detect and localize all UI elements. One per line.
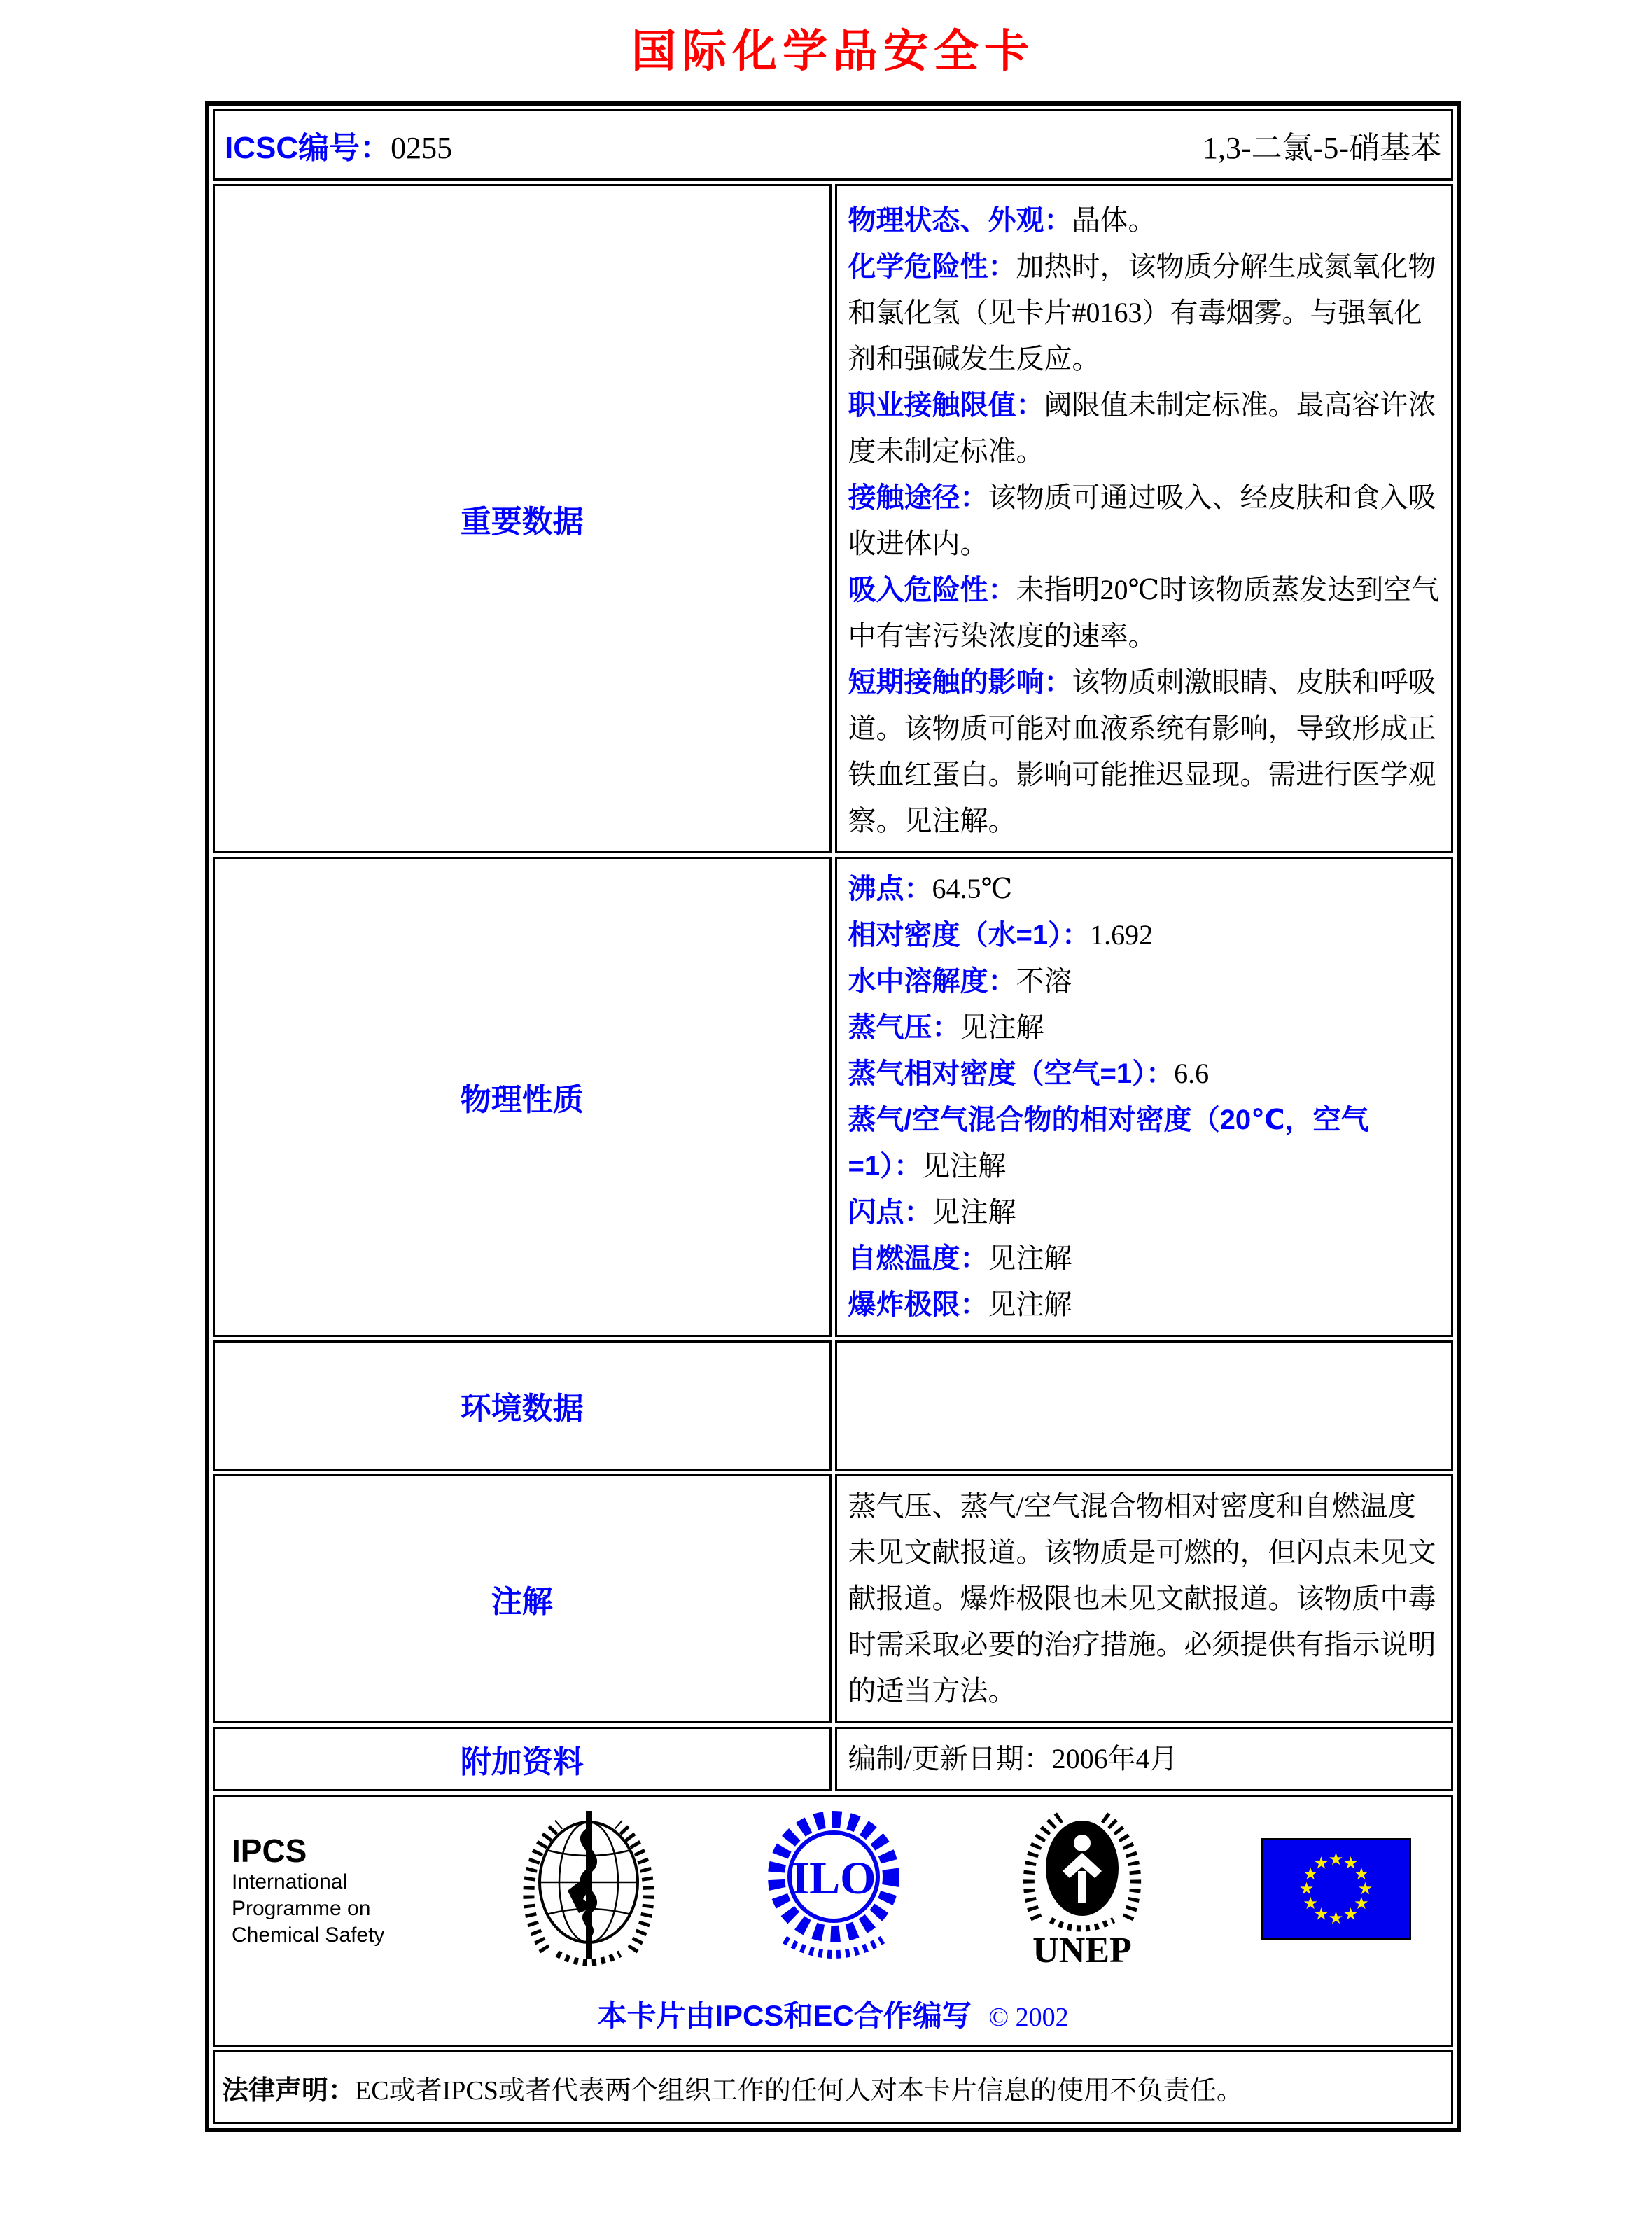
field-vapor-pressure [848, 1004, 1441, 1051]
header-row [213, 109, 1453, 181]
section-label-physical: 物理性质 [213, 857, 832, 1337]
section-row-environment [213, 1340, 1453, 1471]
section-row-important [213, 184, 1453, 853]
field-label: 自燃温度： [848, 1243, 988, 1274]
field-value: 64.5℃ [932, 873, 1013, 904]
eu-star: ★ [1354, 1895, 1369, 1913]
header-flex [225, 122, 1441, 167]
icsc-number-group [225, 122, 452, 167]
field-label: 化学危险性： [848, 251, 1016, 282]
eu-star: ★ [1343, 1854, 1359, 1873]
field-occupational-limit [848, 382, 1441, 475]
field-value: 1.692 [1090, 919, 1154, 951]
field-value: 见注解 [960, 1011, 1044, 1043]
eu-star: ★ [1354, 1865, 1369, 1884]
field-label: 闪点： [848, 1197, 932, 1228]
field-value: 见注解 [932, 1196, 1016, 1228]
legal-row [213, 2050, 1453, 2124]
field-vapor-density [848, 1051, 1441, 1097]
section-label-important: 重要数据 [213, 184, 832, 853]
eu-star: ★ [1343, 1905, 1359, 1924]
legal-label: 法律声明： [222, 2075, 356, 2106]
legal-cell [213, 2050, 1453, 2124]
field-value: 该物质刺激眼睛、皮肤和呼吸道。该物质可能对血液系统有影响，导致形成正铁血红蛋白。影响可能推迟显现。需进行医学观察。见注解。 [848, 666, 1436, 836]
field-value: 阈限值未制定标准。最高容许浓度未制定标准。 [848, 389, 1436, 467]
ipcs-line-3: Chemical Safety [232, 1924, 385, 1947]
field-label: 爆炸极限： [848, 1289, 988, 1320]
eu-star: ★ [1303, 1895, 1318, 1913]
eu-star: ★ [1357, 1880, 1373, 1898]
ipcs-text-block [232, 1833, 449, 1949]
field-label: 沸点： [848, 874, 932, 904]
section-label-notes: 注解 [213, 1474, 832, 1723]
header-cell [213, 109, 1453, 181]
field-label: 相对密度（水=1）： [848, 920, 1091, 951]
field-value: 晶体。 [1072, 204, 1156, 236]
page-title: 国际化学品安全卡 [631, 26, 1035, 76]
logos-cell [213, 1795, 1453, 2047]
unep-logo-icon [1009, 1807, 1156, 1975]
section-label-environment: 环境数据 [213, 1340, 832, 1471]
field-label: 吸入危险性： [848, 575, 1016, 605]
icsc-number-label: ICSC编号： [225, 131, 391, 165]
field-value: 未指明20℃时该物质蒸发达到空气中有害污染浓度的速率。 [848, 574, 1440, 652]
cooperation-caption [232, 1993, 1434, 2035]
field-autoignition-temp [848, 1235, 1441, 1282]
eu-star: ★ [1313, 1905, 1329, 1924]
legal-text: EC或者IPCS或者代表两个组织工作的任何人对本卡片信息的使用不负责任。 [355, 2075, 1243, 2106]
cooperation-caption-text: 本卡片由IPCS和EC合作编写 [597, 1999, 972, 2032]
section-row-physical [213, 857, 1453, 1337]
unep-letters: UNEP [1032, 1931, 1132, 1970]
eu-star: ★ [1303, 1865, 1318, 1884]
field-exposure-routes [848, 475, 1441, 567]
field-label: 接触途径： [848, 482, 988, 513]
field-label: 蒸气压： [848, 1012, 960, 1043]
field-label: 蒸气/空气混合物的相对密度（20℃，空气=1）： [848, 1105, 1369, 1182]
field-value: 加热时，该物质分解生成氮氧化物和氯化氢（见卡片#0163）有毒烟雾。与强氧化剂和强碱发生反应。 [848, 251, 1436, 374]
section-content-additional: 编制/更新日期：2006年4月 [835, 1727, 1454, 1791]
ipcs-acronym: IPCS [232, 1833, 307, 1869]
section-label-additional: 附加资料 [213, 1727, 832, 1791]
field-label: 物理状态、外观： [848, 205, 1072, 236]
eu-star: ★ [1313, 1854, 1329, 1873]
field-value: 见注解 [988, 1289, 1072, 1320]
section-row-additional [213, 1727, 1453, 1791]
field-value: 6.6 [1174, 1058, 1210, 1089]
ipcs-line-1: International [232, 1870, 348, 1893]
field-physical-state [848, 197, 1441, 244]
field-value: 见注解 [988, 1242, 1072, 1274]
section-row-notes [213, 1474, 1453, 1723]
field-flash-point [848, 1189, 1441, 1235]
eu-star: ★ [1298, 1880, 1315, 1898]
field-water-solubility [848, 958, 1441, 1004]
logo-strip [232, 1807, 1434, 1975]
section-content-environment [835, 1340, 1454, 1471]
field-label: 水中溶解度： [848, 966, 1016, 997]
logos-row [213, 1795, 1453, 2047]
field-short-term-effects [848, 659, 1441, 844]
field-label: 蒸气相对密度（空气=1）： [848, 1058, 1175, 1089]
field-value: 不溶 [1016, 965, 1072, 997]
field-boiling-point [848, 866, 1441, 912]
icsc-table [205, 101, 1461, 2132]
section-content-important [835, 184, 1454, 853]
field-value: 该物质可通过吸入、经皮肤和食入吸收进体内。 [848, 482, 1436, 559]
copyright-text: © 2002 [988, 2003, 1069, 2032]
eu-flag-icon [1261, 1838, 1411, 1943]
field-label: 短期接触的影响： [848, 667, 1072, 698]
eu-star: ★ [1328, 1851, 1344, 1869]
ipcs-line-2: Programme on [232, 1897, 371, 1920]
ilo-logo-icon [764, 1807, 904, 1975]
field-explosive-limits [848, 1282, 1441, 1328]
field-vapor-air-density [848, 1097, 1441, 1189]
icsc-number-value: 0255 [391, 131, 453, 165]
field-inhalation-risk [848, 567, 1441, 659]
eu-star: ★ [1328, 1910, 1344, 1928]
section-content-physical [835, 857, 1454, 1337]
field-relative-density [848, 912, 1441, 958]
ilo-letters: ILO [791, 1853, 876, 1904]
chemical-name: 1,3-二氯-5-硝基苯 [1203, 131, 1441, 165]
field-label: 职业接触限值： [848, 390, 1044, 421]
field-chemical-danger [848, 244, 1441, 382]
section-content-notes: 蒸气压、蒸气/空气混合物相对密度和自燃温度未见文献报道。该物质是可燃的，但闪点未见文献报道。爆炸极限也未见文献报道。该物质中毒时需采取必要的治疗措施。必须提供有指示说明的适当方法。 [835, 1474, 1454, 1723]
field-value: 见注解 [922, 1150, 1007, 1182]
who-logo-icon [519, 1807, 659, 1975]
